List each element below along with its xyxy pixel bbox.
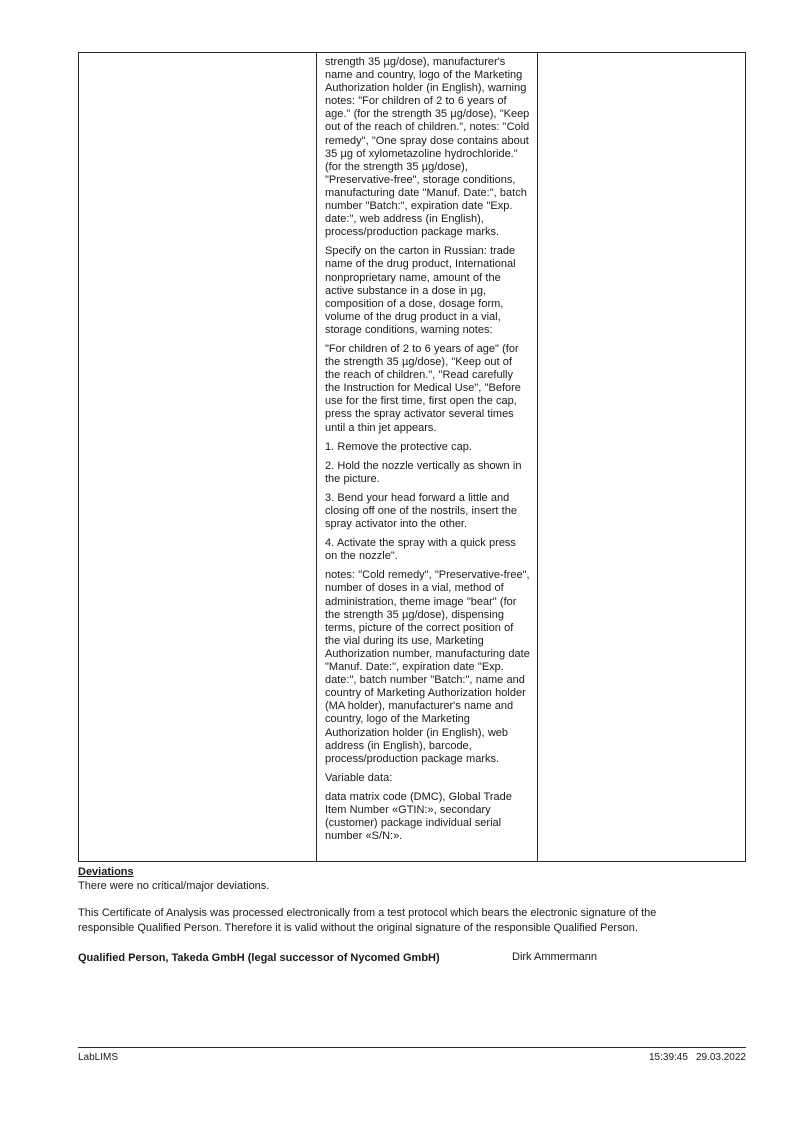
certificate-note: This Certificate of Analysis was processed electronically from a test protocol which bears the electronic signature of the responsible Qualified Person. Therefore it is valid without the original signature of the responsible Qualified Person. — [78, 907, 657, 934]
packaging-paragraph: "For children of 2 to 6 years of age" (for the strength 35 µg/dose), "Keep out of the reach of children.", "Read carefully the Instruction for Medical Use", "Before use for the first time, first open the cap, press the spray activator several times until a thin jet appears. — [325, 342, 521, 434]
packaging-paragraph: Specify on the carton in Russian: trade name of the drug product, International nonproprietary name, amount of the active substance in a dose in µg, composition of a dose, dosage form, volume of the drug product in a vial, storage conditions, warning notes: — [325, 245, 516, 336]
footer-divider — [78, 1047, 746, 1048]
table-column-right-empty — [538, 53, 745, 861]
variable-data-label: Variable data: — [325, 771, 393, 784]
deviations-section — [78, 866, 698, 893]
packaging-paragraph: notes: "Cold remedy", "Preservative-free", number of doses in a vial, method of administration, theme image "bear" (for the strength 35 µg/dose), dispensing terms, picture of the correct position of the vial during its use, Marketing Authorization number, manufacturing date "Manuf. Date:", expiration date "Exp. date:", batch number "Batch:", name and country of Marketing Authorization holder (MA holder), manufacturer's name and country, logo of the Marketing Authorization holder (in English), web address (in English), barcode, process/production package marks. — [325, 569, 530, 765]
packaging-step-2: 2. Hold the nozzle vertically as shown in the picture. — [325, 459, 522, 485]
table-column-left-empty — [79, 53, 317, 861]
packaging-paragraph: strength 35 µg/dose), manufacturer's name and country, logo of the Marketing Authorization holder (in English), warning notes: "For children of 2 to 6 years of age." (for the strength 35 µg/dose), "Keep out of the reach of children.", notes: "Cold remedy", "One spray dose contains about 35 µg of xylometazoline hydrochloride." (for the strength 35 µg/dose), "Preservative-free", storage conditions, manufacturing date "Manuf. Date:", batch number "Batch:", expiration date "Exp. date:", web address (in English), process/production package marks. — [325, 56, 530, 239]
table-column-packaging-text — [317, 53, 538, 861]
footer-timestamp — [649, 1052, 746, 1063]
footer-date: 29.03.2022 — [695, 1052, 746, 1063]
variable-data-paragraph: data matrix code (DMC), Global Trade Item Number «GTIN:», secondary (customer) package individual serial number «S/N:». — [325, 790, 512, 843]
packaging-step-3: 3. Bend your head forward a little and closing off one of the nostrils, insert the spray activator into the other. — [325, 491, 517, 531]
deviations-heading: Deviations — [78, 866, 134, 878]
packaging-specification-table — [78, 52, 746, 862]
qualified-person-label: Qualified Person, Takeda GmbH (legal successor of Nycomed GmbH) — [78, 952, 440, 964]
footer-app-name: LabLIMS — [78, 1052, 119, 1063]
signatory-name: Dirk Ammermann — [512, 951, 597, 963]
deviations-text: There were no critical/major deviations. — [78, 879, 270, 892]
packaging-step-4: 4. Activate the spray with a quick press on the nozzle". — [325, 537, 516, 563]
footer-time: 15:39:45 — [649, 1052, 688, 1063]
packaging-step-1: 1. Remove the protective cap. — [325, 440, 472, 453]
qualified-person-row — [78, 952, 746, 964]
